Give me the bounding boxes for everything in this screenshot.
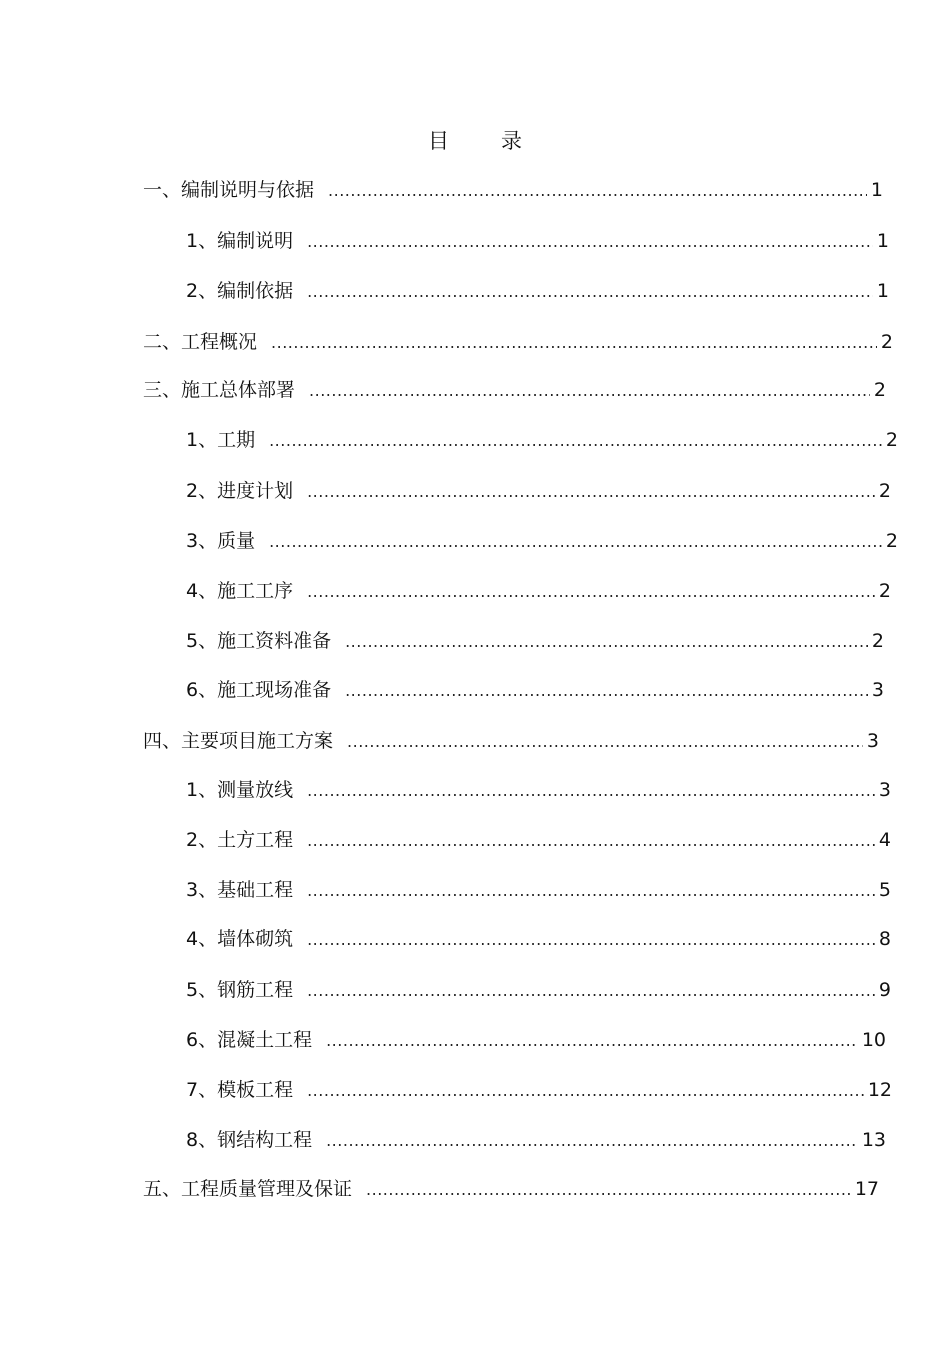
toc-entry-label: 一、编制说明与依据 [143, 179, 315, 201]
toc-entry-page: 1 [876, 230, 889, 252]
toc-entry-page: 2 [871, 630, 884, 652]
toc-title-char-2: 录 [501, 129, 522, 153]
toc-entry-4-8[interactable] [186, 1127, 886, 1154]
toc-entry-label: 3、质量 [186, 530, 256, 552]
toc-entry-label: 三、施工总体部署 [143, 379, 296, 401]
toc-entry-page: 13 [861, 1129, 886, 1151]
dot-leader [269, 529, 882, 555]
toc-entry-label: 3、基础工程 [186, 879, 294, 901]
toc-entry-3-6[interactable] [186, 677, 884, 704]
toc-entry-page: 12 [867, 1079, 892, 1101]
toc-entry-page: 2 [885, 530, 898, 552]
dot-leader [271, 330, 877, 356]
dot-leader [345, 678, 868, 704]
toc-entry-label: 2、土方工程 [186, 829, 294, 851]
toc-entry-label: 1、编制说明 [186, 230, 294, 252]
toc-entry-label: 1、测量放线 [186, 779, 294, 801]
dot-leader [307, 579, 875, 605]
dot-leader [307, 978, 875, 1004]
toc-entry-3[interactable] [143, 377, 886, 404]
toc-entry-4-4[interactable] [186, 926, 891, 953]
toc-entry-page: 9 [878, 979, 891, 1001]
toc-entry-page: 3 [878, 779, 891, 801]
toc-entry-label: 四、主要项目施工方案 [143, 730, 334, 752]
toc-entry-label: 五、工程质量管理及保证 [143, 1178, 353, 1200]
toc-entry-5[interactable] [143, 1176, 879, 1203]
dot-leader [307, 279, 873, 305]
dot-leader [328, 178, 867, 204]
dot-leader [269, 428, 882, 454]
toc-entry-page: 2 [878, 480, 891, 502]
dot-leader [307, 479, 875, 505]
toc-entry-4-1[interactable] [186, 777, 891, 804]
toc-entry-page: 2 [885, 429, 898, 451]
toc-entry-3-1[interactable] [186, 427, 898, 454]
toc-entry-4-5[interactable] [186, 977, 891, 1004]
toc-title [0, 127, 950, 155]
toc-entry-1[interactable] [143, 177, 883, 204]
toc-entry-label: 6、施工现场准备 [186, 679, 332, 701]
toc-entry-page: 1 [876, 280, 889, 302]
dot-leader [307, 1078, 864, 1104]
toc-entry-page: 17 [854, 1178, 879, 1200]
toc-entry-page: 8 [878, 928, 891, 950]
toc-entry-page: 4 [878, 829, 891, 851]
toc-title-char-1: 目 [428, 129, 449, 153]
toc-entry-3-2[interactable] [186, 478, 891, 505]
dot-leader [347, 729, 863, 755]
dot-leader [366, 1177, 851, 1203]
toc-entry-page: 5 [878, 879, 891, 901]
toc-entry-label: 二、工程概况 [143, 331, 258, 353]
toc-entry-page: 2 [880, 331, 893, 353]
toc-entry-page: 3 [866, 730, 879, 752]
dot-leader [307, 828, 875, 854]
toc-entry-label: 1、工期 [186, 429, 256, 451]
dot-leader [307, 927, 875, 953]
toc-entry-page: 3 [871, 679, 884, 701]
toc-entry-3-4[interactable] [186, 578, 891, 605]
toc-entry-label: 4、墙体砌筑 [186, 928, 294, 950]
toc-entry-label: 8、钢结构工程 [186, 1129, 313, 1151]
toc-entry-1-1[interactable] [186, 228, 889, 255]
dot-leader [307, 878, 875, 904]
dot-leader [307, 778, 875, 804]
toc-entry-4-2[interactable] [186, 827, 891, 854]
toc-entry-4-3[interactable] [186, 877, 891, 904]
toc-entry-label: 5、施工资料准备 [186, 630, 332, 652]
dot-leader [345, 629, 868, 655]
toc-entry-4-7[interactable] [186, 1077, 892, 1104]
toc-entry-page: 10 [861, 1029, 886, 1051]
toc-entry-page: 1 [870, 179, 883, 201]
toc-entry-label: 5、钢筋工程 [186, 979, 294, 1001]
toc-entry-3-5[interactable] [186, 628, 884, 655]
toc-entry-4[interactable] [143, 728, 879, 755]
toc-entry-label: 4、施工工序 [186, 580, 294, 602]
toc-entry-2[interactable] [143, 329, 893, 356]
dot-leader [326, 1028, 858, 1054]
toc-entry-page: 2 [878, 580, 891, 602]
toc-entry-label: 2、进度计划 [186, 480, 294, 502]
toc-entry-label: 6、混凝土工程 [186, 1029, 313, 1051]
toc-entry-label: 7、模板工程 [186, 1079, 294, 1101]
toc-entry-1-2[interactable] [186, 278, 889, 305]
toc-entry-label: 2、编制依据 [186, 280, 294, 302]
toc-entry-4-6[interactable] [186, 1027, 886, 1054]
dot-leader [307, 229, 873, 255]
toc-entry-3-3[interactable] [186, 528, 898, 555]
dot-leader [309, 378, 870, 404]
dot-leader [326, 1128, 858, 1154]
toc-entry-page: 2 [873, 379, 886, 401]
